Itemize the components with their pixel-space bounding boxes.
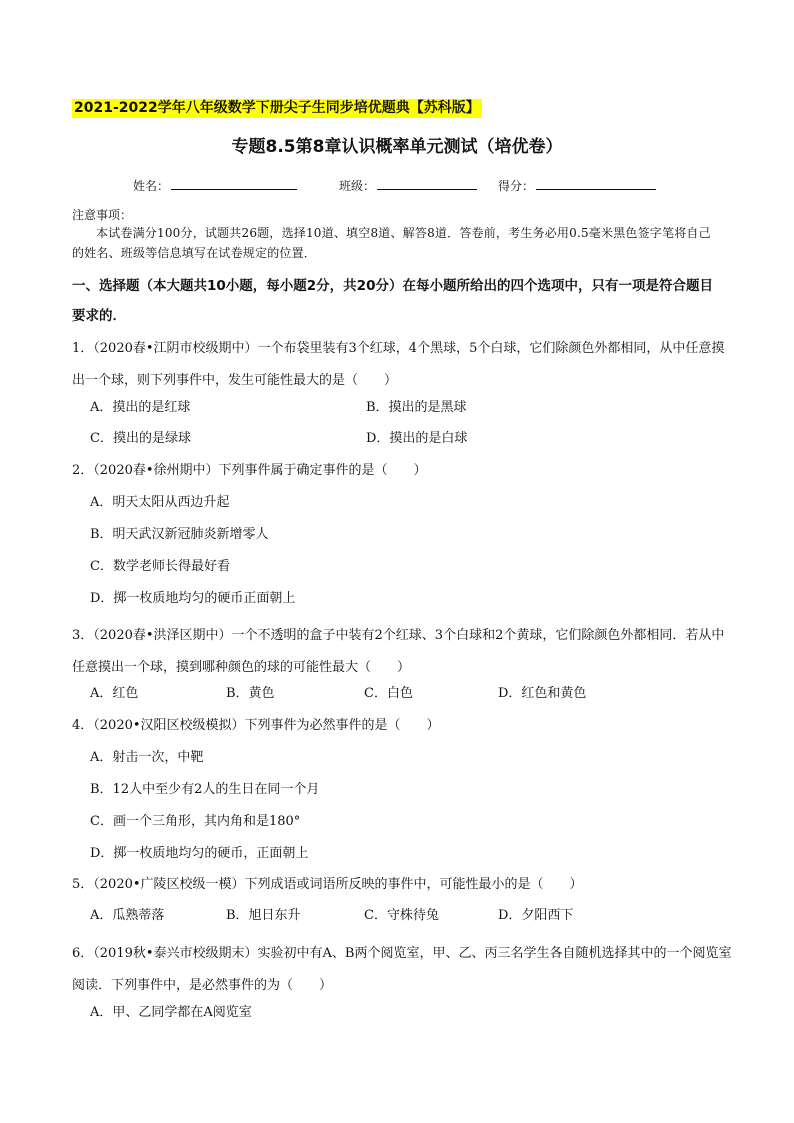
option[interactable]: B．旭日东升 — [226, 908, 301, 923]
name-blank[interactable] — [171, 175, 297, 190]
option[interactable]: B．12人中至少有2人的生日在同一个月 — [90, 782, 320, 797]
option[interactable]: B．黄色 — [226, 686, 275, 701]
question-6 — [72, 938, 732, 1002]
question-number: 5． — [72, 877, 94, 892]
option[interactable]: A．射击一次，中靶 — [90, 750, 204, 765]
question-number: 1． — [72, 341, 94, 356]
question-text: （2019秋•泰兴市校级期末）实验初中有A、B两个阅览室，甲、乙、丙三名学生各自随机选择其中的一个阅览室阅读．下列事件中，是必然事件的为（ ） — [72, 946, 732, 993]
option[interactable]: A．瓜熟蒂落 — [90, 908, 165, 923]
question-3 — [72, 620, 732, 684]
question-5 — [72, 875, 583, 895]
option[interactable]: D．摸出的是白球 — [366, 431, 468, 446]
name-label: 姓名： — [133, 179, 170, 193]
question-number: 6． — [72, 946, 94, 961]
option[interactable]: D．掷一枚质地均匀的硬币，正面朝上 — [90, 846, 309, 861]
option[interactable]: C．画一个三角形，其内角和是180° — [90, 814, 301, 829]
option[interactable]: C．数学老师长得最好看 — [90, 559, 230, 574]
name-field[interactable] — [133, 175, 297, 196]
option[interactable]: D．红色和黄色 — [498, 686, 587, 701]
question-1 — [72, 333, 732, 397]
option[interactable]: A．摸出的是红球 — [90, 400, 191, 415]
option[interactable]: C．白色 — [364, 686, 413, 701]
score-blank[interactable] — [536, 175, 656, 190]
option[interactable]: C．摸出的是绿球 — [90, 431, 191, 446]
question-text: （2020•汉阳区校级模拟）下列事件为必然事件的是（ ） — [93, 718, 440, 733]
student-info-row — [0, 175, 794, 195]
section-heading: 一、选择题（本大题共10小题，每小题2分，共20分）在每小题所给出的四个选项中，只有一项是符合题目要求的． — [72, 278, 713, 324]
option[interactable]: A．甲、乙同学都在A阅览室 — [90, 1005, 252, 1020]
question-text: （2020春•江阴市校级期中）一个布袋里装有3个红球，4个黑球，5个白球，它们除颜色外都相同，从中任意摸出一个球，则下列事件中，发生可能性最大的是（ ） — [72, 341, 725, 388]
question-text: （2020•广陵区校级一模）下列成语或词语所反映的事件中，可能性最小的是（ ） — [93, 877, 583, 892]
option[interactable]: A．红色 — [90, 686, 139, 701]
question-2 — [72, 461, 427, 481]
notes-heading: 注意事项： — [72, 208, 133, 222]
question-4 — [72, 716, 440, 736]
score-field[interactable] — [498, 175, 656, 196]
question-text: （2020春•徐州期中）下列事件属于确定事件的是（ ） — [93, 463, 427, 478]
question-number: 2． — [72, 463, 94, 478]
class-label: 班级： — [339, 179, 376, 193]
option[interactable]: B．摸出的是黑球 — [366, 400, 467, 415]
option[interactable]: B．明天武汉新冠肺炎新增零人 — [90, 527, 269, 542]
question-number: 3． — [72, 628, 94, 643]
score-label: 得分： — [498, 179, 535, 193]
option[interactable]: D．夕阳西下 — [498, 908, 574, 923]
option[interactable]: C．守株待兔 — [364, 908, 439, 923]
series-banner: 2021-2022学年八年级数学下册尖子生同步培优题典【苏科版】 — [74, 100, 480, 116]
question-number: 4． — [72, 718, 94, 733]
class-field[interactable] — [339, 175, 477, 196]
notes-body: 本试卷满分100分，试题共26题，选择10道、填空8道、解答8道．答卷前，考生务必用0.5毫米黑色签字笔将自己的姓名、班级等信息填写在试卷规定的位置． — [72, 226, 711, 260]
class-blank[interactable] — [377, 175, 477, 190]
option[interactable]: D．掷一枚质地均匀的硬币正面朝上 — [90, 591, 296, 606]
option[interactable]: A．明天太阳从西边升起 — [90, 495, 230, 510]
question-text: （2020春•洪泽区期中）一个不透明的盒子中装有2个红球、3个白球和2个黄球，它们除颜色外都相同．若从中任意摸出一个球，摸到哪种颜色的球的可能性最大（ ） — [72, 628, 725, 675]
page-title: 专题8.5第8章认识概率单元测试（培优卷） — [231, 137, 563, 157]
